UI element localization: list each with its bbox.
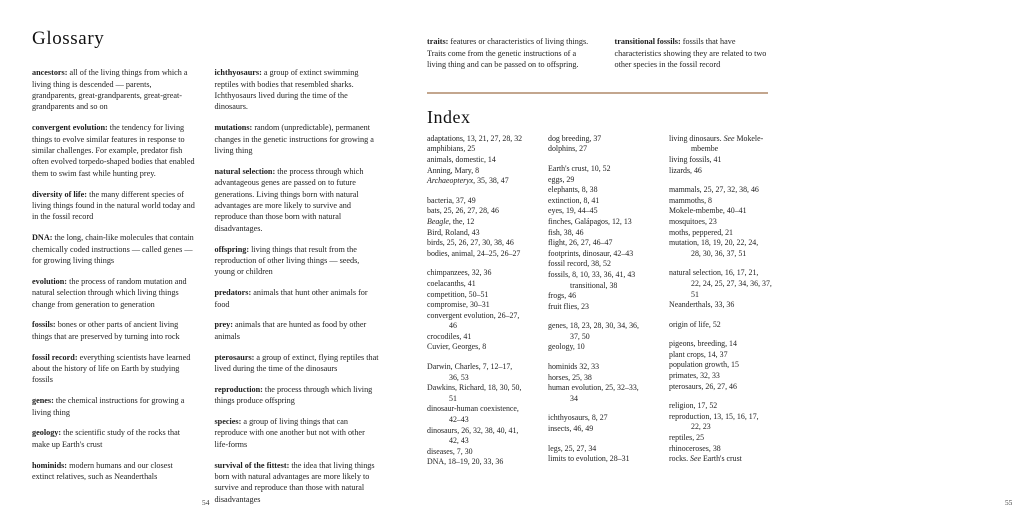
glossary-column-2: [215, 59, 380, 515]
folio-right: 55: [1005, 498, 1012, 507]
glossary-entry: [215, 287, 380, 310]
index-entry: Archaeopteryx, 35, 38, 47: [427, 176, 509, 186]
glossary-entry: [32, 189, 197, 223]
glossary-entry: [215, 352, 380, 375]
index-entry: bats, 25, 26, 27, 28, 46: [427, 206, 499, 216]
index-columns: [427, 134, 782, 477]
index-entry: amphibians, 25: [427, 144, 476, 154]
index-group: [548, 413, 657, 434]
glossary-entry: [32, 319, 197, 342]
index-entry: dog breeding, 37: [548, 133, 602, 143]
glossary-definition: the many different species of living things found in the natural world today and in the fossil record: [32, 189, 195, 222]
glossary-definition: the process of random mutation and natural selection through which living things change from generation to generation: [32, 276, 187, 309]
index-entry: mutation, 18, 19, 20, 22, 24, 28, 30, 36, 37, 51: [669, 238, 778, 259]
glossary-column-3: [427, 28, 595, 80]
index-entry: Bird, Roland, 43: [427, 227, 480, 237]
glossary-term: offspring:: [214, 244, 250, 254]
glossary-definition: features or characteristics of living things. Traits come from the genetic instructions of a living thing and can be passed on to offspring.: [427, 37, 589, 69]
index-subentry: 22, 23: [691, 422, 711, 432]
glossary-definition: the tendency for living things to evolve similar features in response to similar challenges. For example, predator fish often evolved torpedo-shaped bodies that enabled them to swim fast while hunting prey.: [32, 123, 195, 178]
index-entry: Mokele-mbembe, 40–41: [669, 206, 747, 216]
glossary-definition: fossils that have characteristics showing they are related to two other species in the fossil record: [614, 37, 767, 69]
index-subentry: 28, 30, 36, 37, 51: [691, 248, 747, 258]
index-entry: geology, 10: [548, 342, 585, 352]
glossary-term: fossil record:: [32, 352, 78, 362]
index-entry: origin of life, 52: [669, 319, 721, 329]
index-group: [548, 362, 657, 404]
index-entry: reproduction, 13, 15, 16, 17, 22, 23: [669, 412, 778, 433]
index-italic-title: Beagle: [427, 216, 449, 226]
index-entry: crocodiles, 41: [427, 331, 472, 341]
index-entry: living dinosaurs. See Mokele- mbembe: [669, 134, 778, 155]
glossary-definition: the process through which living things produce offspring: [214, 384, 373, 406]
index-see-reference: See: [690, 454, 701, 464]
index-entry: frogs, 46: [548, 291, 577, 301]
index-group: [548, 164, 657, 312]
index-group: [548, 134, 657, 155]
index-entry: finches, Galápagos, 12, 13: [548, 216, 632, 226]
glossary-entry: [32, 427, 197, 450]
index-entry: footprints, dinosaur, 42–43: [548, 248, 634, 258]
index-group: [548, 444, 657, 465]
index-entry: coelacanths, 41: [427, 278, 476, 288]
index-subentry: 22, 24, 25, 27, 34, 36, 37,: [691, 278, 772, 288]
index-entry: population growth, 15: [669, 360, 739, 370]
glossary-term: pterosaurs:: [214, 352, 255, 362]
index-entry: fruit flies, 23: [548, 301, 589, 311]
index-entry: DNA, 18–19, 20, 33, 36: [427, 457, 504, 467]
index-subentry: 51: [449, 393, 457, 403]
glossary-definition: a group of extinct swimming reptiles with bodies that resembled sharks. Ichthyosaurs lived during the time of the dinosaurs.: [214, 68, 359, 112]
glossary-term: survival of the fittest:: [214, 460, 290, 470]
glossary-column-1: [32, 59, 197, 515]
glossary-definition: a group of living things that can reproduce with one another but not with other life-forms: [214, 417, 365, 449]
glossary-term: DNA:: [32, 233, 53, 243]
index-entry: religion, 17, 52: [669, 401, 718, 411]
glossary-continued: [427, 28, 782, 80]
glossary-entry: [32, 352, 197, 386]
section-divider-rule: [427, 92, 768, 94]
index-entry: eggs, 29: [548, 174, 575, 184]
index-entry: fossil record, 38, 52: [548, 259, 611, 269]
index-entry: living fossils, 41: [669, 154, 722, 164]
glossary-entry: [32, 232, 197, 266]
index-column-1: [427, 134, 536, 477]
glossary-term: hominids:: [32, 460, 68, 470]
index-entry: pigeons, breeding, 14: [669, 339, 737, 349]
index-entry: Dawkins, Richard, 18, 30, 50, 51: [427, 383, 536, 404]
glossary-entry: [32, 395, 197, 418]
index-group: [427, 362, 536, 468]
index-entry: limits to evolution, 28–31: [548, 454, 630, 464]
index-subentry: 51: [691, 289, 699, 299]
glossary-definition: the idea that living things born with natural advantages are more likely to survive and reproduce than those with natural disadvantages: [214, 460, 375, 504]
index-group: [669, 185, 778, 259]
index-entry: legs, 25, 27, 34: [548, 443, 597, 453]
glossary-term: evolution:: [32, 276, 68, 286]
glossary-entry: [215, 122, 380, 156]
index-entry: primates, 32, 33: [669, 371, 720, 381]
index-entry: reptiles, 25: [669, 433, 705, 443]
index-entry: fish, 38, 46: [548, 227, 584, 237]
glossary-definition: all of the living things from which a living thing is descended — parents, grandparents, great-grandparents, great-great-grandparents and so on: [32, 68, 188, 112]
glossary-definition: random (unpredictable), permanent changes in the genetic instructions for growing a living thing: [214, 123, 374, 156]
index-entry: genes, 18, 23, 28, 30, 34, 36, 37, 50: [548, 321, 657, 342]
glossary-term: diversity of life:: [32, 189, 88, 199]
index-entry: dolphins, 27: [548, 144, 588, 154]
glossary-term: species:: [214, 417, 242, 427]
glossary-columns: [32, 59, 379, 515]
glossary-entry: [215, 384, 380, 407]
index-entry: flight, 26, 27, 46–47: [548, 238, 613, 248]
index-subentry: 37, 50: [570, 331, 590, 341]
glossary-term: traits:: [427, 37, 449, 47]
index-group: [548, 321, 657, 353]
index-group: [427, 134, 536, 187]
glossary-definition: the chemical instructions for growing a living thing: [32, 396, 185, 417]
index-subentry: 46: [449, 321, 457, 331]
index-group: [669, 401, 778, 465]
index-group: [427, 196, 536, 260]
index-subentry: transitional, 38: [570, 280, 618, 290]
index-entry: natural selection, 16, 17, 21, 22, 24, 25, 27, 34, 36, 37, 51: [669, 268, 778, 300]
glossary-definition: everything scientists have learned about the history of life on Earth by studying fossils: [32, 352, 191, 385]
index-entry: extinction, 8, 41: [548, 195, 600, 205]
glossary-definition: a group of extinct, flying reptiles that lived during the time of the dinosaurs: [214, 352, 379, 374]
index-entry: dinosaur-human coexistence, 42–43: [427, 404, 536, 425]
index-entry: Earth's crust, 10, 52: [548, 163, 611, 173]
index-entry: elephants, 8, 38: [548, 185, 598, 195]
glossary-term: transitional fossils:: [614, 37, 681, 47]
index-entry: hominids 32, 33: [548, 362, 600, 372]
left-page: [0, 0, 405, 524]
glossary-definition: the long, chain-like molecules that contain chemically coded instructions — called genes — for growing living things: [32, 233, 194, 266]
index-entry: diseases, 7, 30: [427, 446, 473, 456]
glossary-entry: [427, 36, 595, 70]
index-entry: rhinoceroses, 38: [669, 443, 721, 453]
glossary-definition: the scientific study of the rocks that make up Earth's crust: [32, 428, 181, 449]
glossary-entry: [32, 276, 197, 310]
index-entry: animals, domestic, 14: [427, 154, 496, 164]
glossary-entry: [32, 460, 197, 483]
index-column-3: [669, 134, 778, 477]
glossary-definition: bones or other parts of ancient living things that are preserved by turning into rock: [32, 320, 180, 341]
index-entry: Anning, Mary, 8: [427, 165, 480, 175]
index-subentry: mbembe: [691, 144, 719, 154]
index-group: [669, 320, 778, 331]
glossary-definition: living things that result from the reproduction of other living things — seeds, young or children: [214, 244, 360, 277]
glossary-definition: the process through which advantageous genes are passed on to future generations. Living things born with natural advantages are more likely to survive and reproduce than those born with natural disadvantages.: [214, 166, 364, 233]
glossary-term: natural selection:: [214, 166, 276, 176]
index-entry: Neanderthals, 33, 36: [669, 300, 735, 310]
glossary-entry: [215, 460, 380, 506]
index-entry: convergent evolution, 26–27, 46: [427, 311, 536, 332]
index-group: [427, 268, 536, 353]
page-title-glossary: Glossary: [32, 28, 105, 49]
glossary-term: mutations:: [214, 123, 253, 133]
index-entry: Darwin, Charles, 7, 12–17, 36, 53: [427, 362, 536, 383]
glossary-term: geology:: [32, 428, 62, 438]
index-subentry: 36, 53: [449, 372, 469, 382]
index-entry: birds, 25, 26, 27, 30, 38, 46: [427, 238, 514, 248]
index-entry: moths, peppered, 21: [669, 227, 733, 237]
index-entry: Cuvier, Georges, 8: [427, 342, 487, 352]
index-entry: mammoths, 8: [669, 195, 712, 205]
glossary-entry: [615, 36, 783, 70]
index-subentry: 34: [570, 393, 578, 403]
index-entry: human evolution, 25, 32–33, 34: [548, 383, 657, 404]
glossary-definition: modern humans and our closest extinct relatives, such as Neanderthals: [32, 460, 173, 482]
glossary-term: prey:: [214, 320, 233, 330]
index-entry: horses, 25, 38: [548, 372, 592, 382]
index-entry: ichthyosaurs, 8, 27: [548, 413, 608, 423]
index-group: [669, 339, 778, 392]
right-page: [405, 0, 1012, 524]
glossary-term: predators:: [214, 288, 252, 298]
glossary-term: ichthyosaurs:: [214, 68, 262, 78]
index-entry: lizards, 46: [669, 165, 702, 175]
index-entry: competition, 50–51: [427, 289, 489, 299]
index-entry: plant crops, 14, 37: [669, 349, 728, 359]
index-group: [669, 134, 778, 176]
index-entry: mosquitoes, 23: [669, 216, 717, 226]
glossary-entry: [32, 67, 197, 113]
index-entry: fossils, 8, 10, 33, 36, 41, 43 transitional, 38: [548, 270, 657, 291]
folio-left: 54: [202, 498, 210, 507]
index-subentry: 42–43: [449, 415, 469, 425]
glossary-entry: [215, 67, 380, 113]
glossary-entry: [215, 244, 380, 278]
glossary-column-4: [615, 28, 783, 80]
index-column-2: [548, 134, 657, 477]
index-entry: Beagle, the, 12: [427, 216, 475, 226]
index-entry: adaptations, 13, 21, 27, 28, 32: [427, 133, 523, 143]
index-entry: chimpanzees, 32, 36: [427, 268, 492, 278]
glossary-entry: [215, 319, 380, 342]
glossary-definition: animals that are hunted as food by other animals: [214, 320, 367, 341]
index-entry: dinosaurs, 26, 32, 38, 40, 41, 42, 43: [427, 426, 536, 447]
glossary-term: genes:: [32, 396, 54, 406]
index-entry: rocks. See Earth's crust: [669, 454, 742, 464]
glossary-term: ancestors:: [32, 68, 68, 78]
index-subentry: 42, 43: [449, 436, 469, 446]
glossary-term: reproduction:: [214, 384, 263, 394]
glossary-entry: [215, 416, 380, 450]
index-entry: compromise, 30–31: [427, 300, 490, 310]
index-group: [669, 268, 778, 310]
index-entry: pterosaurs, 26, 27, 46: [669, 381, 737, 391]
index-entry: mammals, 25, 27, 32, 38, 46: [669, 185, 759, 195]
index-see-reference: See: [723, 133, 735, 143]
glossary-definition: animals that hunt other animals for food: [214, 288, 368, 309]
glossary-term: convergent evolution:: [32, 123, 108, 133]
page-title-index: Index: [427, 106, 471, 127]
index-italic-title: Archaeopteryx: [427, 176, 474, 186]
glossary-entry: [215, 166, 380, 234]
glossary-entry: [32, 122, 197, 179]
glossary-term: fossils:: [32, 320, 56, 330]
index-entry: bodies, animal, 24–25, 26–27: [427, 248, 521, 258]
index-entry: bacteria, 37, 49: [427, 195, 476, 205]
index-entry: insects, 46, 49: [548, 424, 594, 434]
index-entry: eyes, 19, 44–45: [548, 206, 598, 216]
